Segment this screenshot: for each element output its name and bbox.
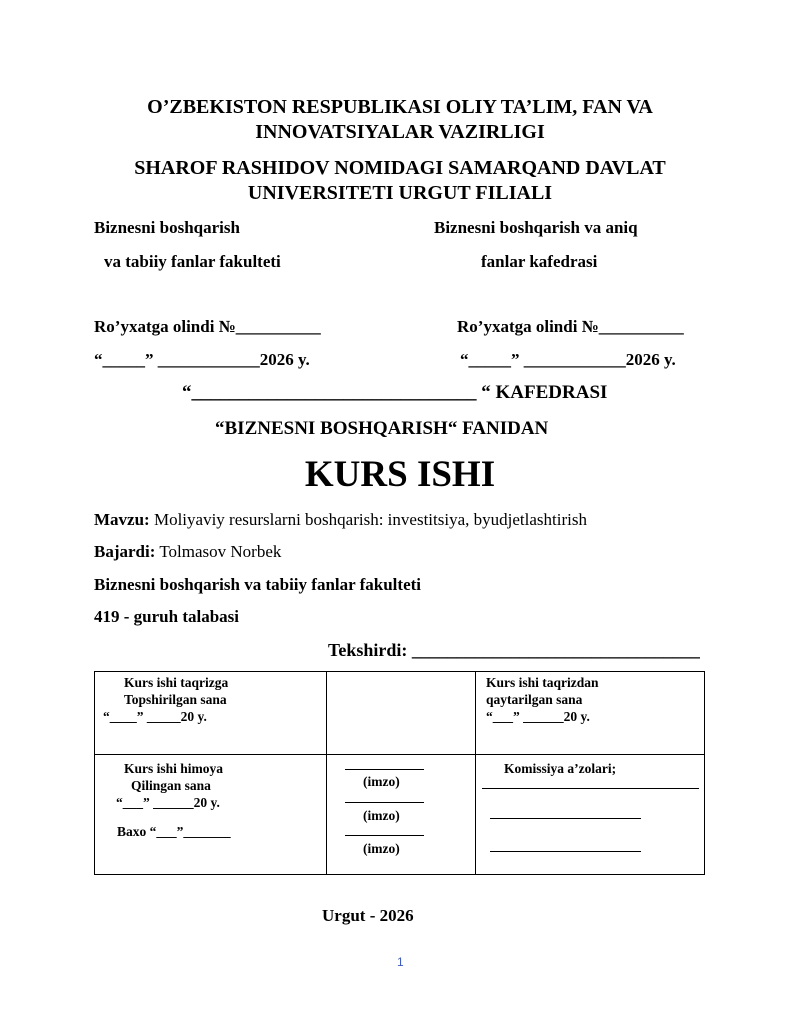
review-returned-date: “___” ______20 y. xyxy=(486,709,590,724)
group-line: 419 - guruh talabasi xyxy=(94,607,239,626)
commission-label: Komissiya a’zolari; xyxy=(504,761,617,776)
table-cell-commission xyxy=(476,755,705,875)
performer-line xyxy=(94,542,281,562)
main-title: KURS ISHI xyxy=(304,454,496,495)
topic-value: Moliyaviy resurslarni boshqarish: investitsiya, byudjetlashtirish xyxy=(149,510,587,529)
registration-right: Ro’yxatga olindi №__________ xyxy=(457,317,684,336)
review-returned-l1: Kurs ishi taqrizdan xyxy=(486,675,599,690)
signature-line-3 xyxy=(345,835,424,836)
faculty-left-line-1: Biznesni boshqarish xyxy=(94,218,240,237)
review-table xyxy=(94,671,705,875)
defense-date: “___” ______20 y. xyxy=(116,795,220,810)
signature-line-1 xyxy=(345,769,424,770)
kafedra-line: “______________________________ “ KAFEDRASI xyxy=(182,382,608,403)
table-cell-defense xyxy=(95,755,327,875)
defense-grade: Baxo “___”_______ xyxy=(117,824,231,839)
registration-date-right: “_____” ____________2026 y. xyxy=(460,350,676,369)
registration-left: Ro’yxatga olindi №__________ xyxy=(94,317,321,336)
university-title-line-2: UNIVERSITETI URGUT FILIALI xyxy=(247,182,553,204)
ministry-title-line-1: O’ZBEKISTON RESPUBLIKASI OLIY TA’LIM, FAN VA xyxy=(147,96,653,118)
subject-line: “BIZNESNI BOSHQARISH“ FANIDAN xyxy=(215,418,549,439)
topic-line xyxy=(94,510,587,530)
review-submitted-l1: Kurs ishi taqrizga xyxy=(124,675,229,690)
performer-label: Bajardi: xyxy=(94,542,156,561)
table-cell-signatures xyxy=(327,755,476,875)
commission-line-3 xyxy=(490,851,641,852)
faculty-full: Biznesni boshqarish va tabiiy fanlar fakulteti xyxy=(94,575,421,594)
commission-line-2 xyxy=(490,818,641,819)
defense-l2: Qilingan sana xyxy=(131,778,211,793)
topic-label: Mavzu: xyxy=(94,510,150,529)
performer-value: Tolmasov Norbek xyxy=(155,542,282,561)
commission-line-1 xyxy=(482,788,699,789)
defense-l1: Kurs ishi himoya xyxy=(124,761,224,776)
review-submitted-l2: Topshirilgan sana xyxy=(124,692,227,707)
review-returned-l2: qaytarilgan sana xyxy=(486,692,583,707)
signature-line-2 xyxy=(345,802,424,803)
department-right-line-1: Biznesni boshqarish va aniq xyxy=(434,218,638,237)
review-submitted-date: “____” _____20 y. xyxy=(103,709,207,724)
page-number: 1 xyxy=(397,955,404,969)
table-cell-empty xyxy=(327,672,476,755)
registration-date-left: “_____” ____________2026 y. xyxy=(94,350,310,369)
checker-line: Tekshirdi: ________________________________ xyxy=(328,640,700,660)
city-year: Urgut - 2026 xyxy=(322,906,414,925)
ministry-title-line-2: INNOVATSIYALAR VAZIRLIGI xyxy=(255,121,545,143)
table-cell-review-submitted xyxy=(95,672,327,755)
signature-label-1: (imzo) xyxy=(363,774,400,789)
signature-label-2: (imzo) xyxy=(363,808,400,823)
university-title-line-1: SHAROF RASHIDOV NOMIDAGI SAMARQAND DAVLAT xyxy=(134,157,666,179)
signature-label-3: (imzo) xyxy=(363,841,400,856)
faculty-left-line-2: va tabiiy fanlar fakulteti xyxy=(104,252,281,271)
department-right-line-2: fanlar kafedrasi xyxy=(481,252,598,271)
table-cell-review-returned xyxy=(476,672,705,755)
